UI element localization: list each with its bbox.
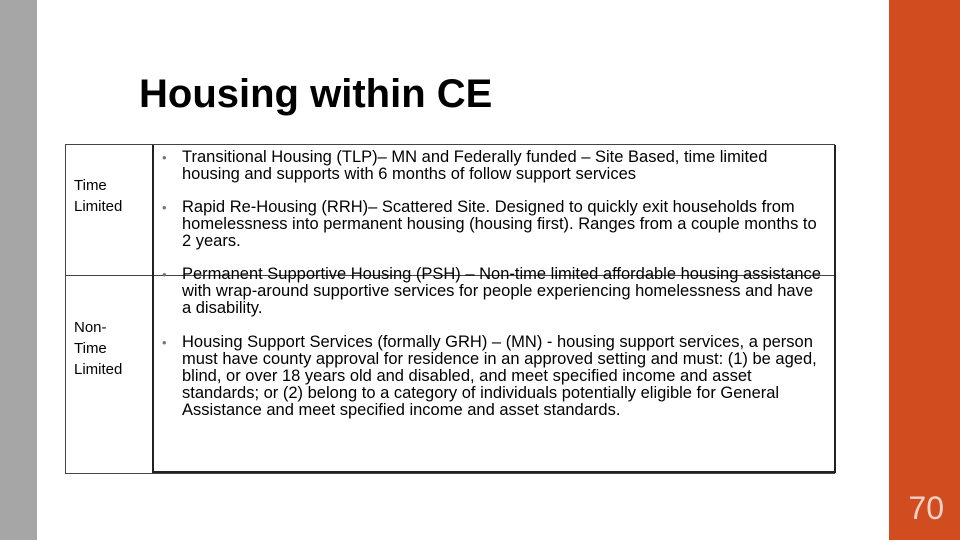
page-number: 70 [908,490,944,526]
bullet-item [162,199,824,250]
row-label-line: Time [74,177,107,194]
row-label-time-limited [74,175,146,217]
label-column [66,145,153,473]
bullet-item [162,149,824,183]
bullet-dot-icon: • [162,200,167,215]
row-label-line: Limited [74,361,123,378]
left-decorative-bar [0,0,37,540]
row-divider [66,275,152,276]
bullet-item [162,266,824,317]
slide-title: Housing within CE [139,72,493,116]
bullet-dot-icon: • [162,267,167,282]
content-column [152,145,836,473]
row-label-line: Non- [74,319,107,336]
bullet-dot-icon: • [162,335,167,350]
bullet-text: Housing Support Services (formally GRH) – (MN) - housing support services, a person must have county approval for residence in an approved setting and must: (1) be aged, blind, or over 18 years old and disabled, and meet specified income and asset standards; or (2) belong to a category of individuals potentially eligible for General Assistance and meet specified income and asset standards. [182,333,817,419]
bullet-dot-icon: • [162,150,167,165]
row-label-non-time-limited [74,317,146,380]
bullet-text: Transitional Housing (TLP)– MN and Federally funded – Site Based, time limited housing and supports with 6 months of follow support services [182,148,768,183]
bullet-text: Rapid Re-Housing (RRH)– Scattered Site. Designed to quickly exit households from homelessness into permanent housing (housing first). Ranges from a couple months to 2 years. [182,198,817,250]
bullet-item [162,334,824,419]
row-label-line: Time [74,340,107,357]
bullet-text: Permanent Supportive Housing (PSH) – Non-time limited affordable housing assistance with wrap-around supportive services for people experiencing homelessness and have a disability. [182,265,821,317]
right-accent-bar [889,0,960,540]
housing-table [65,144,835,474]
row-label-line: Limited [74,198,123,215]
